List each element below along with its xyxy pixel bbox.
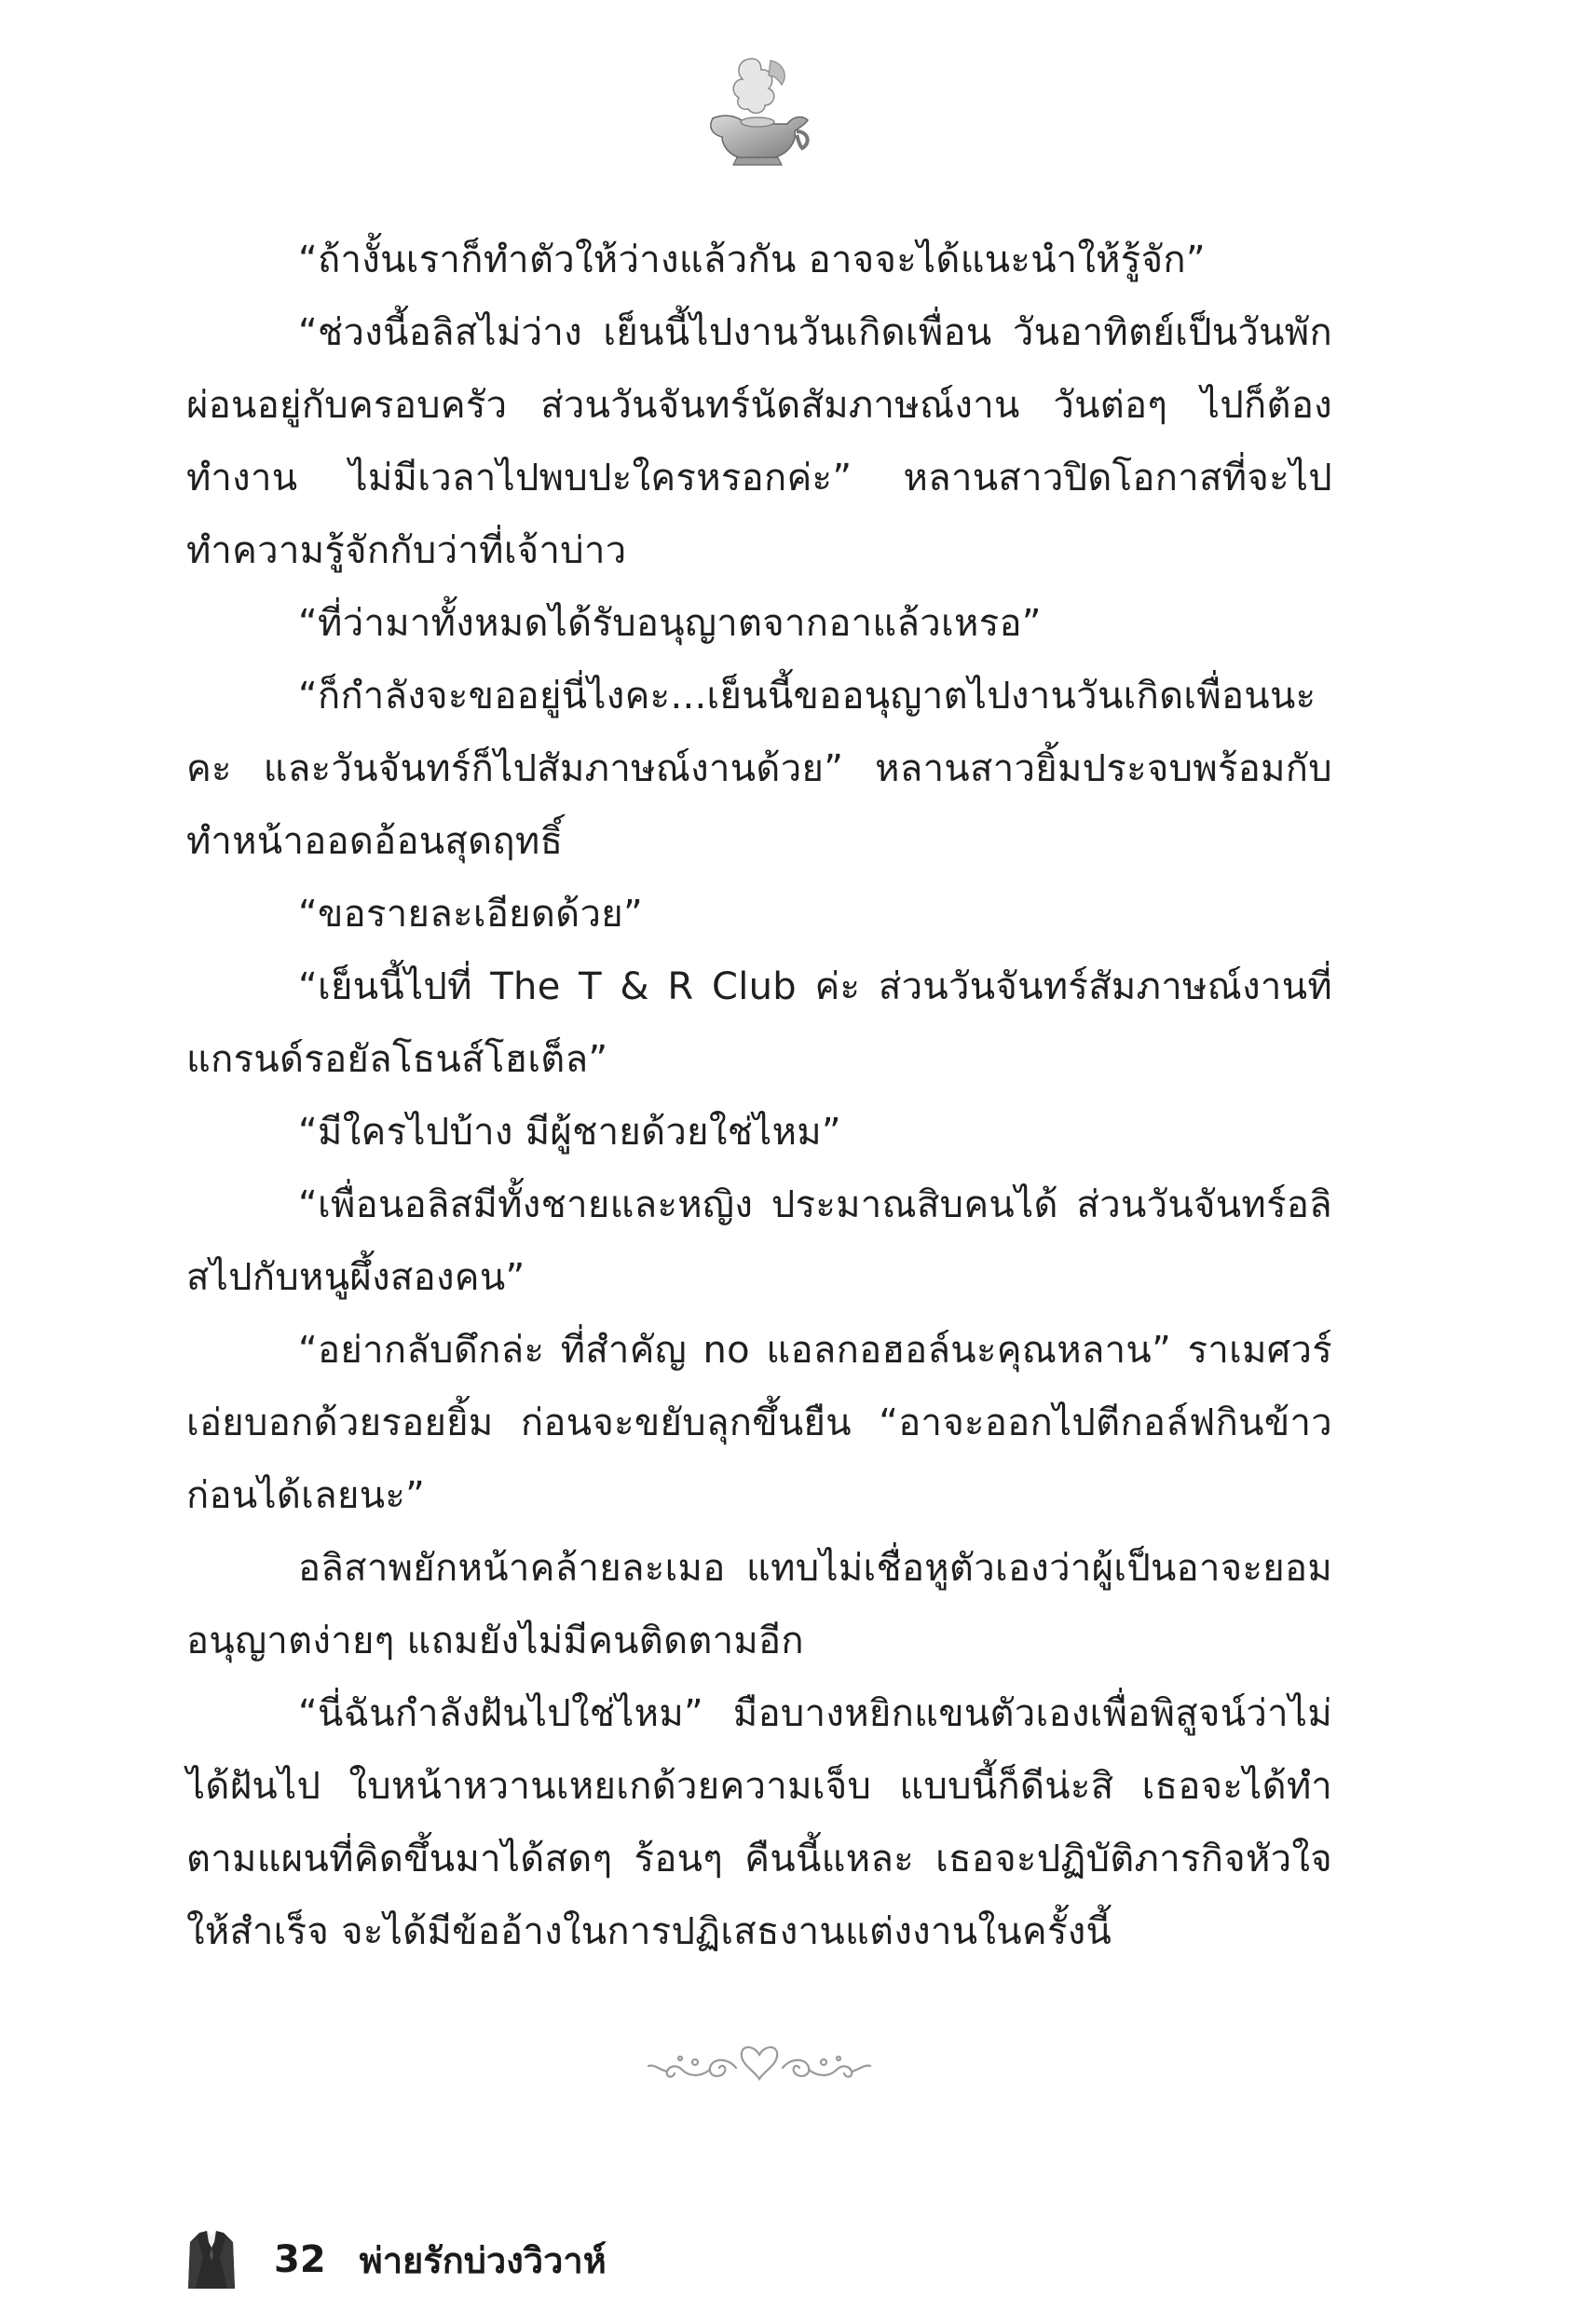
paragraph: “ขอรายละเอียดด้วย” [298,893,643,936]
paragraph: “ช่วงนี้อลิสไม่ว่าง เย็นนี้ไปงานวันเกิดเพื่อน วันอาทิตย์เป็นวันพักผ่อนอยู่กับครอบครัว ส่วนวันจันทร์นัดสัมภาษณ์งาน วันต่อๆ ไปก็ต้องทำงาน ไม่มีเวลาไปพบปะใครหรอกค่ะ” หลานสาวปิดโอกาสที่จะไปทำความรู้จักกับว่าที่เจ้าบ่าว [186,311,1332,572]
genie-lamp-icon [685,51,825,172]
paragraph: “อย่ากลับดึกล่ะ ที่สำคัญ no แอลกอฮอล์นะคุณหลาน” ราเมศวร์เอ่ยบอกด้วยรอยยิ้ม ก่อนจะขยับลุกขึ้นยืน “อาจะออกไปตีกอล์ฟกินข้าวก่อนได้เลยนะ” [186,1329,1332,1517]
page-number: 32 [274,2238,326,2281]
paragraph: “เย็นนี้ไปที่ The T & R Club ค่ะ ส่วนวันจันทร์สัมภาษณ์งานที่ แกรนด์รอยัลโธนส์โฮเต็ล” [186,965,1332,1081]
book-title: พ่ายรักบ่วงวิวาห์ [359,2239,607,2281]
paragraph: “มีใครไปบ้าง มีผู้ชายด้วยใช่ไหม” [298,1111,841,1154]
suit-jacket-icon [186,2229,237,2290]
paragraph: “ที่ว่ามาทั้งหมดได้รับอนุญาตจากอาแล้วเหรอ” [298,602,1042,645]
heart-scroll-divider-icon [643,2036,876,2092]
paragraph: “นี่ฉันกำลังฝันไปใช่ไหม” มือบางหยิกแขนตัวเองเพื่อพิสูจน์ว่าไม่ได้ฝันไป ใบหน้าหวานเหยเกด้วยความเจ็บ แบบนี้ก็ดีน่ะสิ เธอจะได้ทำตามแผนที่คิดขึ้นมาได้สดๆ ร้อนๆ คืนนี้แหละ เธอจะปฏิบัติภารกิจหัวใจให้สำเร็จ จะได้มีข้ออ้างในการปฏิเสธงานแต่งงานในครั้งนี้ [186,1692,1332,1953]
paragraph: อลิสาพยักหน้าคล้ายละเมอ แทบไม่เชื่อหูตัวเองว่าผู้เป็นอาจะยอมอนุญาตง่ายๆ แถมยังไม่มีคนติดตามอีก [186,1547,1332,1662]
page-footer [186,2227,607,2292]
paragraph: “ก็กำลังจะขออยู่นี่ไงคะ...เย็นนี้ขออนุญาตไปงานวันเกิดเพื่อนนะคะ และวันจันทร์ก็ไปสัมภาษณ์งานด้วย” หลานสาวยิ้มประจบพร้อมกับทำหน้าออดอ้อนสุดฤทธิ์ [186,675,1332,863]
body-text [186,224,1332,1968]
paragraph: “ถ้างั้นเราก็ทำตัวให้ว่างแล้วกัน อาจจะได้แนะนำให้รู้จัก” [298,239,1206,281]
paragraph: “เพื่อนอลิสมีทั้งชายและหญิง ประมาณสิบคนได้ ส่วนวันจันทร์อลิสไปกับหนูผึ้งสองคน” [186,1183,1332,1299]
